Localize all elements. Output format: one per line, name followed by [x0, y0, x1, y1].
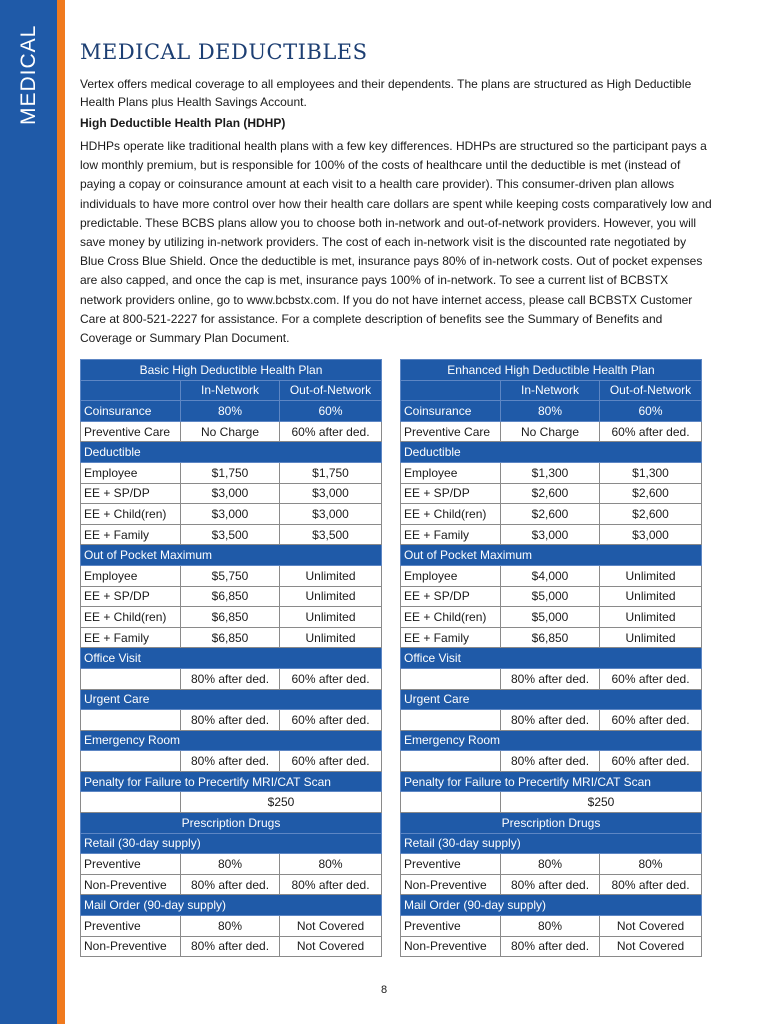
- page-title: MEDICAL DEDUCTIBLES: [80, 40, 368, 64]
- out-of-network-value: 60% after ded.: [600, 710, 702, 731]
- section-header: Emergency Room: [401, 730, 702, 751]
- section-subheading: High Deductible Health Plan (HDHP): [80, 116, 286, 130]
- in-network-value: 80%: [181, 916, 280, 937]
- out-of-network-value: 80% after ded.: [280, 874, 382, 895]
- plan-title: Basic High Deductible Health Plan: [81, 360, 382, 381]
- oop-row: [401, 607, 702, 628]
- preventive-care-row: [401, 421, 702, 442]
- oop-row: [401, 627, 702, 648]
- row-label: Preventive Care: [81, 421, 181, 442]
- section-header-row: [81, 689, 382, 710]
- basic-plan-table: [80, 359, 382, 957]
- in-network-value: $6,850: [501, 627, 600, 648]
- section-header-row: [401, 833, 702, 854]
- in-network-value: 80% after ded.: [181, 668, 280, 689]
- out-of-network-value: 60% after ded.: [280, 710, 382, 731]
- in-network-value: 80% after ded.: [181, 874, 280, 895]
- out-of-network-value: Not Covered: [600, 916, 702, 937]
- section-header-row: [401, 545, 702, 566]
- row-label: [81, 710, 181, 731]
- in-network-value: 80% after ded.: [181, 751, 280, 772]
- row-label: Non-Preventive: [81, 874, 181, 895]
- row-label: Employee: [401, 565, 501, 586]
- section-header: Out of Pocket Maximum: [401, 545, 702, 566]
- page-number: 8: [380, 984, 388, 996]
- out-of-network-value: $3,000: [600, 524, 702, 545]
- row-label: Preventive: [401, 916, 501, 937]
- in-network-value: $6,850: [181, 586, 280, 607]
- row-label: EE + Child(ren): [401, 504, 501, 525]
- out-of-network-value: $2,600: [600, 504, 702, 525]
- row-label: EE + Child(ren): [401, 607, 501, 628]
- section-header: Penalty for Failure to Precertify MRI/CAT Scan: [401, 771, 702, 792]
- in-network-value: $6,850: [181, 627, 280, 648]
- in-network-value: 80% after ded.: [181, 936, 280, 957]
- coinsurance-row: [81, 401, 382, 422]
- out-of-network-value: 60% after ded.: [600, 668, 702, 689]
- row-label: Coinsurance: [401, 401, 501, 422]
- mail-order-row: [81, 916, 382, 937]
- section-header: Urgent Care: [81, 689, 382, 710]
- out-of-network-value: Not Covered: [600, 936, 702, 957]
- row-label: Non-Preventive: [81, 936, 181, 957]
- preventive-care-row: [81, 421, 382, 442]
- out-of-network-value: $2,600: [600, 483, 702, 504]
- row-label: [401, 668, 501, 689]
- row-label: Employee: [401, 462, 501, 483]
- row-label: Preventive: [401, 854, 501, 875]
- section-header: Retail (30-day supply): [401, 833, 702, 854]
- out-of-network-value: 80%: [280, 854, 382, 875]
- deductible-row: [401, 483, 702, 504]
- out-of-network-value: $3,500: [280, 524, 382, 545]
- out-of-network-value: Unlimited: [600, 586, 702, 607]
- section-header-row: [401, 442, 702, 463]
- row-label: [401, 710, 501, 731]
- column-header-row: [401, 380, 702, 401]
- in-network-value: 80% after ded.: [501, 936, 600, 957]
- section-header: Prescription Drugs: [81, 813, 382, 834]
- penalty-row: [81, 792, 382, 813]
- in-network-value: $3,000: [501, 524, 600, 545]
- in-network-value: $6,850: [181, 607, 280, 628]
- row-label: Preventive: [81, 916, 181, 937]
- in-network-value: $1,750: [181, 462, 280, 483]
- out-of-network-value: Unlimited: [600, 565, 702, 586]
- out-of-network-value: $3,000: [280, 483, 382, 504]
- section-header-row: [81, 771, 382, 792]
- rx-header-row: [81, 813, 382, 834]
- coinsurance-row: [401, 401, 702, 422]
- row-label: Non-Preventive: [401, 874, 501, 895]
- row-label: EE + Child(ren): [81, 607, 181, 628]
- row-label: [81, 380, 181, 401]
- row-label: [81, 668, 181, 689]
- row-label: Coinsurance: [81, 401, 181, 422]
- oop-row: [401, 586, 702, 607]
- sidebar-band: [0, 0, 57, 1024]
- section-header-row: [401, 895, 702, 916]
- penalty-row: [401, 792, 702, 813]
- out-of-network-value: Unlimited: [280, 565, 382, 586]
- out-of-network-value: 80% after ded.: [600, 874, 702, 895]
- urgent-care-row: [401, 710, 702, 731]
- row-label: [401, 751, 501, 772]
- in-network-value: 80% after ded.: [181, 710, 280, 731]
- retail-row: [81, 854, 382, 875]
- out-of-network-value: 60% after ded.: [280, 751, 382, 772]
- section-header: Deductible: [401, 442, 702, 463]
- office-visit-row: [81, 668, 382, 689]
- column-header-row: [81, 380, 382, 401]
- retail-row: [401, 854, 702, 875]
- penalty-value: $250: [181, 792, 382, 813]
- row-label: Employee: [81, 565, 181, 586]
- deductible-row: [81, 524, 382, 545]
- row-label: EE + SP/DP: [401, 586, 501, 607]
- section-header-row: [81, 833, 382, 854]
- row-label: EE + SP/DP: [401, 483, 501, 504]
- out-of-network-value: 60%: [280, 401, 382, 422]
- in-network-value: 80% after ded.: [501, 874, 600, 895]
- in-network-value: 80%: [181, 854, 280, 875]
- out-of-network-value: Unlimited: [280, 627, 382, 648]
- section-header: Office Visit: [81, 648, 382, 669]
- oop-row: [401, 565, 702, 586]
- section-header: Out of Pocket Maximum: [81, 545, 382, 566]
- oop-row: [81, 607, 382, 628]
- row-label: EE + Family: [401, 627, 501, 648]
- row-label: EE + Child(ren): [81, 504, 181, 525]
- row-label: EE + Family: [81, 627, 181, 648]
- in-network-value: 80%: [501, 854, 600, 875]
- deductible-row: [81, 504, 382, 525]
- hdhp-description: HDHPs operate like traditional health plans with a few key differences. HDHPs are structured so the participant pays a low monthly premium, but is responsible for 100% of the costs of healthcare until the deductible is met (instead of paying a copay or coinsurance amount at each visit to a health care provider). This consumer-driven plan allows individuals to have more control over how their health care dollars are spent while keeping costs comparatively low and predictable. These BCBS plans allow you to choose both in-network and out-of-network providers. However, you will save money by utilizing in-network providers. The cost of each in-network visit is the discounted rate negotiated by Blue Cross Blue Shield. Once the deductible is met, insurance pays 80% of in-network costs. Out of pocket expenses are also capped, and once the cap is met, insurance pays 100% of in-network. To see a current list of BCBSTX network providers online, go to www.bcbstx.com. If you do not have internet access, please call BCBSTX Customer Care at 800-521-2227 for assistance. For a complete description of benefits see the Summary of Benefits and Coverage or Summary Plan Document.: [80, 139, 712, 346]
- oop-row: [81, 627, 382, 648]
- section-header: Mail Order (90-day supply): [401, 895, 702, 916]
- row-label: Non-Preventive: [401, 936, 501, 957]
- deductible-row: [401, 524, 702, 545]
- section-header: Mail Order (90-day supply): [81, 895, 382, 916]
- in-network-value: 80% after ded.: [501, 668, 600, 689]
- section-header-row: [401, 730, 702, 751]
- section-header-row: [401, 771, 702, 792]
- mail-order-row: [401, 916, 702, 937]
- row-label: [81, 751, 181, 772]
- in-network-value: 80%: [181, 401, 280, 422]
- row-label: EE + Family: [81, 524, 181, 545]
- penalty-value: $250: [501, 792, 702, 813]
- in-network-value: 80%: [501, 401, 600, 422]
- office-visit-row: [401, 668, 702, 689]
- row-label: [81, 792, 181, 813]
- oop-row: [81, 565, 382, 586]
- row-label: EE + SP/DP: [81, 483, 181, 504]
- in-network-value: 80%: [501, 916, 600, 937]
- out-of-network-value: 60%: [600, 401, 702, 422]
- in-network-value: $3,000: [181, 504, 280, 525]
- oop-row: [81, 586, 382, 607]
- out-of-network-value: 80%: [600, 854, 702, 875]
- section-header-row: [81, 895, 382, 916]
- section-header-row: [401, 689, 702, 710]
- rx-header-row: [401, 813, 702, 834]
- row-label: EE + SP/DP: [81, 586, 181, 607]
- sidebar-accent-stripe: [57, 0, 65, 1024]
- in-network-value: In-Network: [181, 380, 280, 401]
- section-header: Prescription Drugs: [401, 813, 702, 834]
- row-label: [401, 380, 501, 401]
- mail-order-row: [401, 936, 702, 957]
- out-of-network-value: 60% after ded.: [600, 751, 702, 772]
- in-network-value: No Charge: [501, 421, 600, 442]
- deductible-row: [401, 504, 702, 525]
- in-network-value: $5,750: [181, 565, 280, 586]
- deductible-row: [81, 462, 382, 483]
- section-header-row: [81, 648, 382, 669]
- out-of-network-value: $1,750: [280, 462, 382, 483]
- enhanced-plan-table: [400, 359, 702, 957]
- out-of-network-value: Unlimited: [280, 607, 382, 628]
- in-network-value: 80% after ded.: [501, 710, 600, 731]
- out-of-network-value: $1,300: [600, 462, 702, 483]
- row-label: Employee: [81, 462, 181, 483]
- out-of-network-value: 60% after ded.: [600, 421, 702, 442]
- section-header: Deductible: [81, 442, 382, 463]
- in-network-value: $3,500: [181, 524, 280, 545]
- emergency-room-row: [401, 751, 702, 772]
- urgent-care-row: [81, 710, 382, 731]
- section-header: Urgent Care: [401, 689, 702, 710]
- retail-row: [81, 874, 382, 895]
- row-label: Preventive: [81, 854, 181, 875]
- intro-paragraph: Vertex offers medical coverage to all employees and their dependents. The plans are structured as High Deductible Health Plans plus Health Savings Account.: [80, 77, 692, 109]
- in-network-value: No Charge: [181, 421, 280, 442]
- out-of-network-value: Unlimited: [600, 607, 702, 628]
- out-of-network-value: 60% after ded.: [280, 668, 382, 689]
- section-header: Office Visit: [401, 648, 702, 669]
- out-of-network-value: $3,000: [280, 504, 382, 525]
- out-of-network-value: Not Covered: [280, 916, 382, 937]
- out-of-network-value: Not Covered: [280, 936, 382, 957]
- out-of-network-value: Unlimited: [600, 627, 702, 648]
- section-label: MEDICAL: [17, 24, 40, 125]
- in-network-value: $5,000: [501, 586, 600, 607]
- in-network-value: $4,000: [501, 565, 600, 586]
- row-label: [401, 792, 501, 813]
- plan-title-row: [81, 360, 382, 381]
- plan-title-row: [401, 360, 702, 381]
- in-network-value: 80% after ded.: [501, 751, 600, 772]
- deductible-row: [81, 483, 382, 504]
- out-of-network-value: Out-of-Network: [600, 380, 702, 401]
- in-network-value: In-Network: [501, 380, 600, 401]
- out-of-network-value: 60% after ded.: [280, 421, 382, 442]
- in-network-value: $5,000: [501, 607, 600, 628]
- section-header-row: [81, 545, 382, 566]
- in-network-value: $2,600: [501, 483, 600, 504]
- emergency-room-row: [81, 751, 382, 772]
- mail-order-row: [81, 936, 382, 957]
- out-of-network-value: Out-of-Network: [280, 380, 382, 401]
- retail-row: [401, 874, 702, 895]
- in-network-value: $1,300: [501, 462, 600, 483]
- row-label: EE + Family: [401, 524, 501, 545]
- in-network-value: $2,600: [501, 504, 600, 525]
- row-label: Preventive Care: [401, 421, 501, 442]
- in-network-value: $3,000: [181, 483, 280, 504]
- section-header: Penalty for Failure to Precertify MRI/CAT Scan: [81, 771, 382, 792]
- section-header: Emergency Room: [81, 730, 382, 751]
- deductible-row: [401, 462, 702, 483]
- section-header-row: [81, 442, 382, 463]
- section-header-row: [401, 648, 702, 669]
- plan-title: Enhanced High Deductible Health Plan: [401, 360, 702, 381]
- section-header: Retail (30-day supply): [81, 833, 382, 854]
- section-header-row: [81, 730, 382, 751]
- out-of-network-value: Unlimited: [280, 586, 382, 607]
